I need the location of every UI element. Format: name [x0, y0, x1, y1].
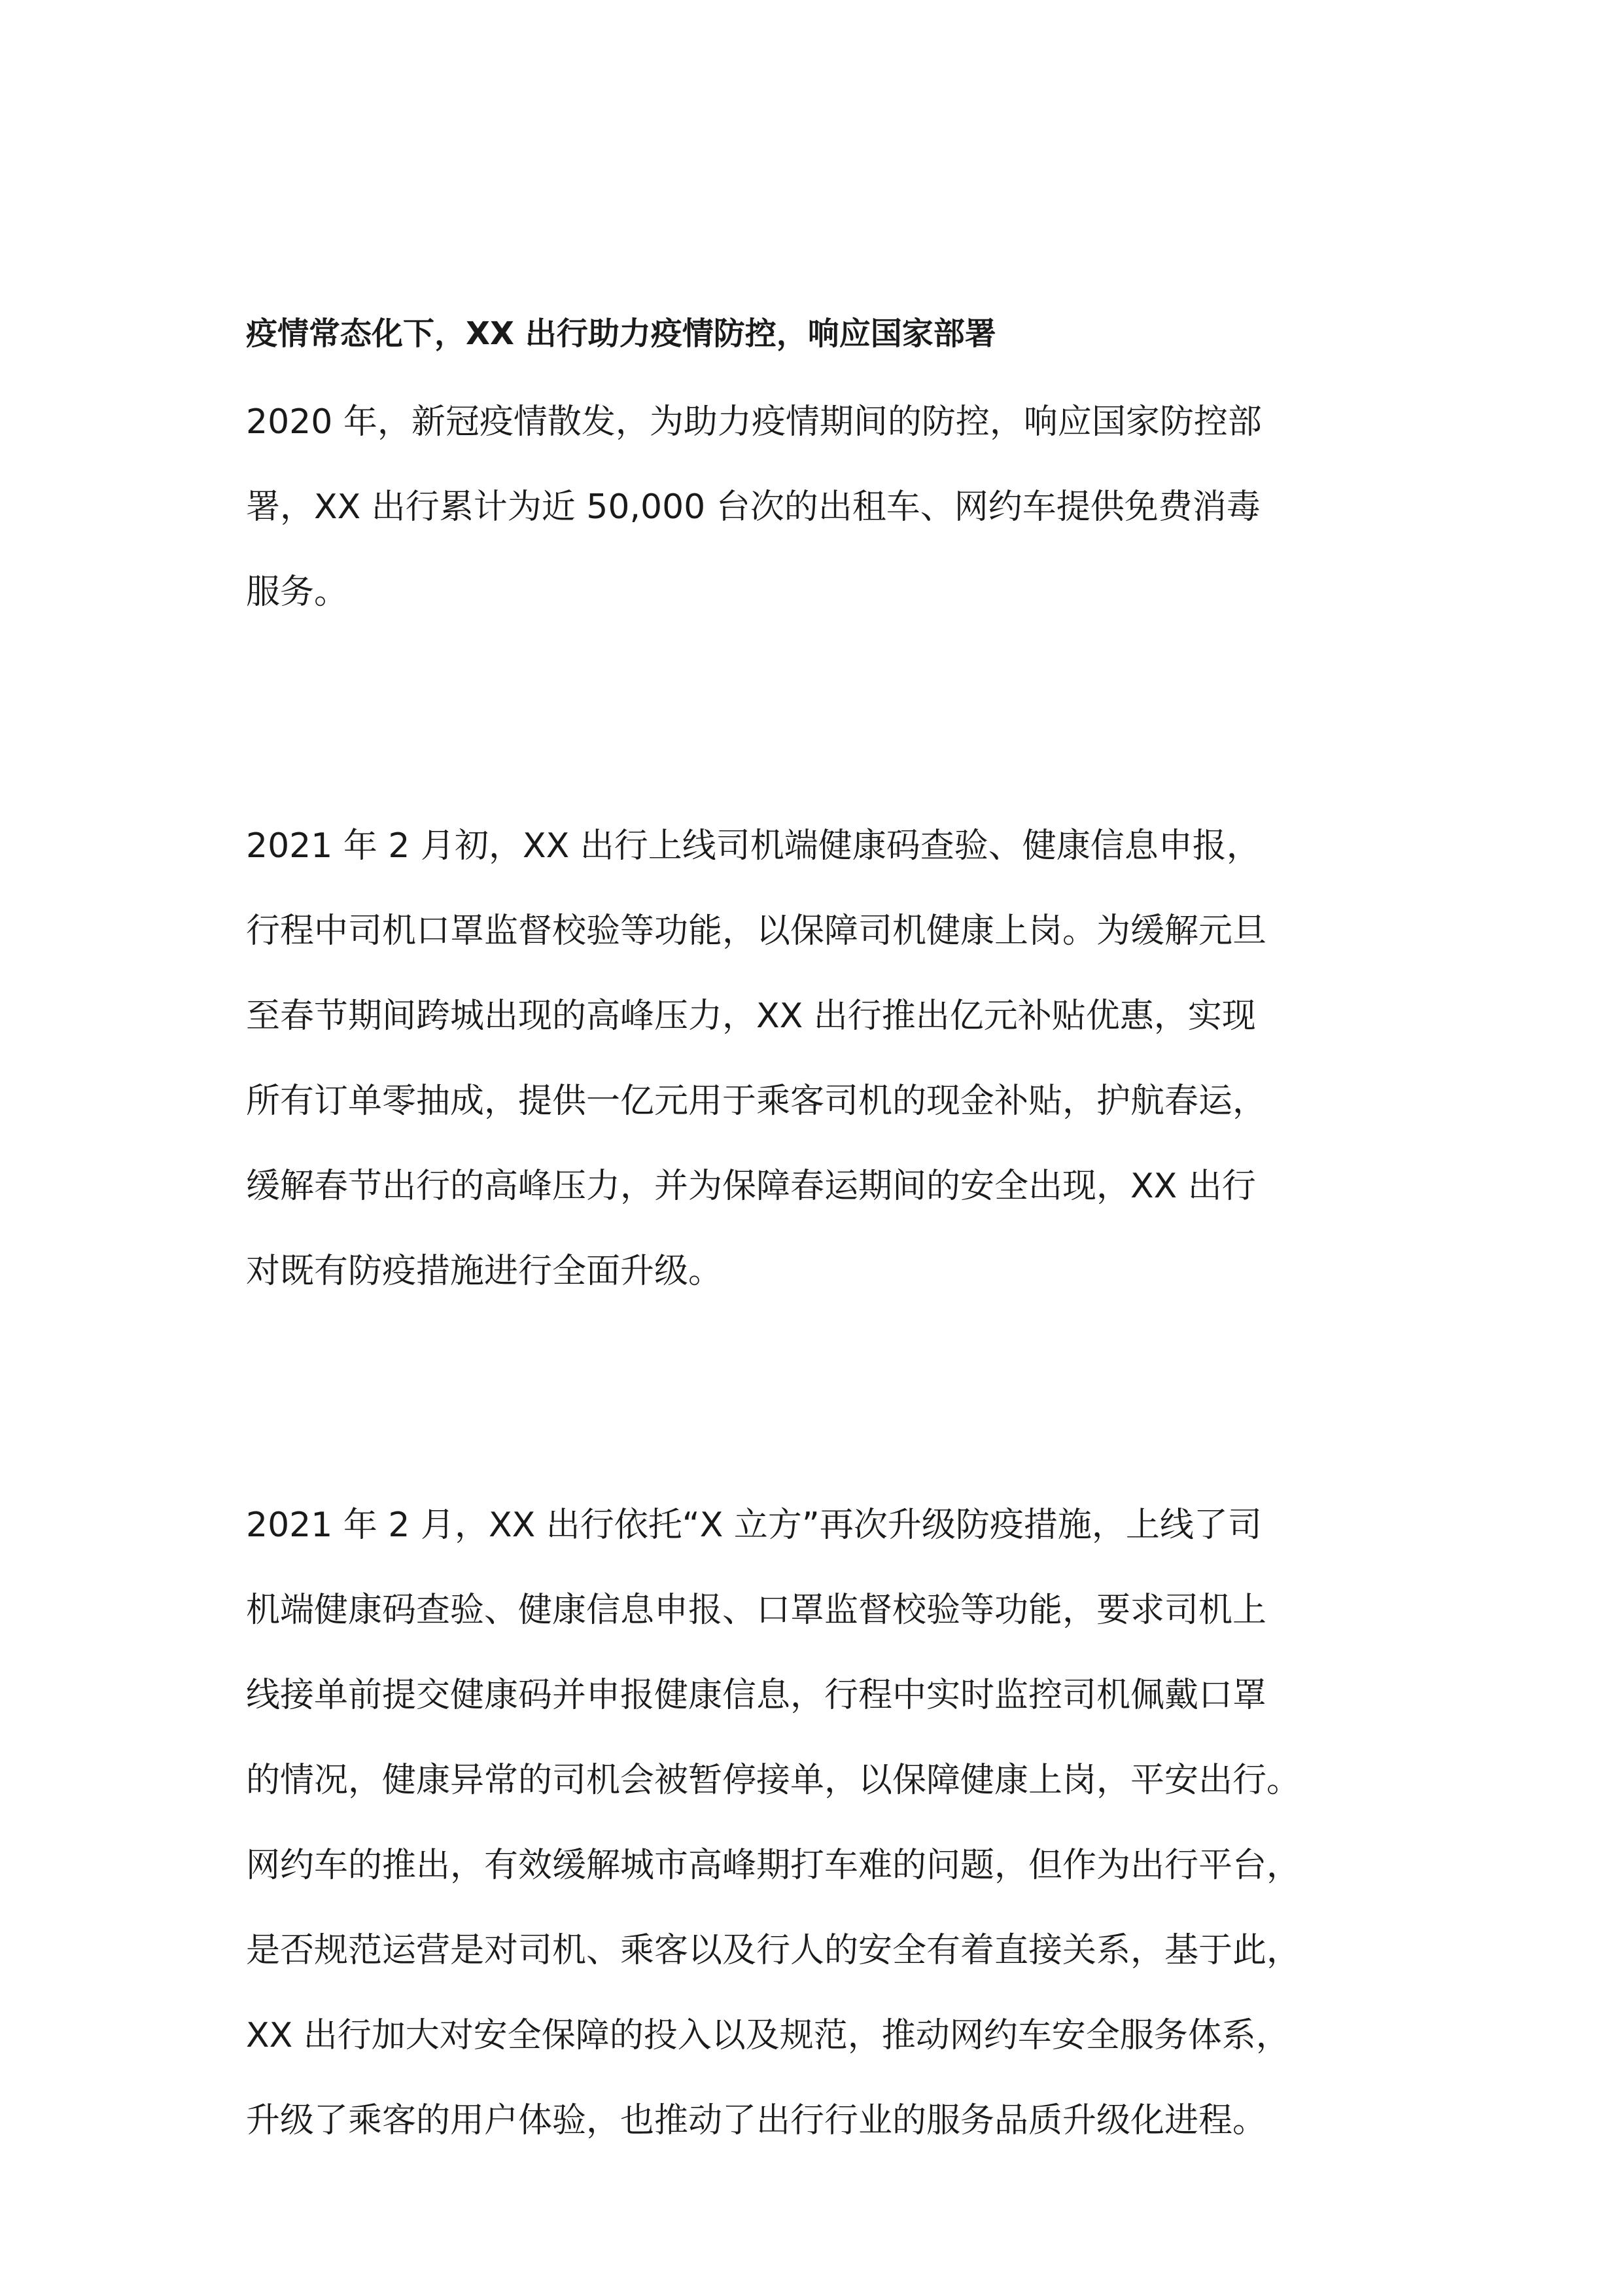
paragraph-spacer [246, 635, 1384, 804]
paragraph-line: 是否规范运营是对司机、乘客以及行人的安全有着直接关系，基于此， [246, 1931, 1301, 1970]
paragraph-line: 行程中司机口罩监督校验等功能，以保障司机健康上岗。为缓解元旦 [246, 911, 1267, 951]
paragraph-line: 线接单前提交健康码并申报健康信息，行程中实时监控司机佩戴口罩 [246, 1676, 1267, 1715]
paragraph-line: 升级了乘客的用户体验，也推动了出行行业的服务品质升级化进程。 [246, 2101, 1267, 2140]
paragraph-line: XX 出行加大对安全保障的投入以及规范，推动网约车安全服务体系， [246, 2016, 1290, 2055]
paragraph-line: 署，XX 出行累计为近 50,000 台次的出租车、网约车提供免费消毒 [246, 487, 1261, 527]
paragraph-spacer [246, 1314, 1384, 1483]
paragraph-2 [246, 804, 1384, 1314]
paragraph-3 [246, 1483, 1384, 1823]
document-body [246, 288, 1384, 2163]
paragraph-1 [246, 380, 1384, 635]
paragraph-line: 服务。 [246, 573, 349, 612]
paragraph-line: 缓解春节出行的高峰压力，并为保障春运期间的安全出现，XX 出行 [246, 1167, 1256, 1206]
paragraph-line: 网约车的推出，有效缓解城市高峰期打车难的问题，但作为出行平台， [246, 1846, 1301, 1885]
paragraph-line: 所有订单零抽成，提供一亿元用于乘客司机的现金补贴，护航春运， [246, 1082, 1267, 1121]
section-heading: 疫情常态化下，XX 出行助力疫情防控，响应国家部署 [246, 315, 996, 352]
paragraph-line: 2021 年 2 月初，XX 出行上线司机端健康码查验、健康信息申报， [246, 826, 1261, 866]
paragraph-4 [246, 1823, 1384, 2163]
paragraph-line: 机端健康码查验、健康信息申报、口罩监督校验等功能，要求司机上 [246, 1591, 1267, 1630]
paragraph-line: 对既有防疫措施进行全面升级。 [246, 1252, 723, 1291]
paragraph-line: 2020 年，新冠疫情散发，为助力疫情期间的防控，响应国家防控部 [246, 402, 1262, 442]
paragraph-line: 的情况，健康异常的司机会被暂停接单，以保障健康上岗，平安出行。 [246, 1761, 1301, 1800]
paragraph-line: 至春节期间跨城出现的高峰压力，XX 出行推出亿元补贴优惠，实现 [246, 997, 1256, 1036]
paragraph-line: 2021 年 2 月，XX 出行依托“X 立方”再次升级防疫措施，上线了司 [246, 1506, 1262, 1545]
